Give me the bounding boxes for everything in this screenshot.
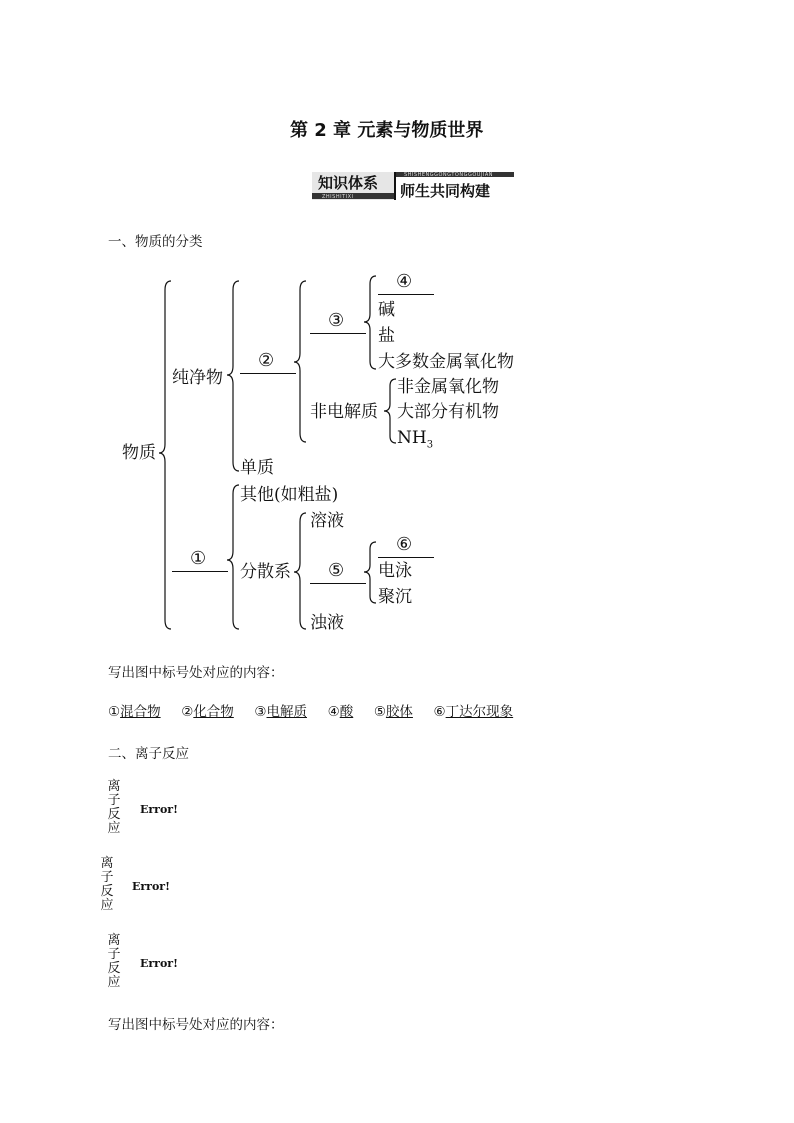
ionic-reaction-label-2: 离子反应	[100, 856, 114, 913]
answer-item: ⑥丁达尔现象	[433, 704, 514, 720]
node-salt: 盐	[378, 326, 395, 346]
node-solution: 溶液	[310, 511, 344, 531]
brace-mixture	[227, 485, 239, 629]
brace-dispersion	[294, 513, 306, 629]
brace-pure	[227, 281, 239, 471]
error-text-3: Error!	[140, 957, 178, 970]
blank-5: ⑤	[328, 560, 345, 581]
banner-right-title: 师生共同构建	[400, 182, 491, 200]
node-coagulation: 聚沉	[378, 587, 412, 607]
error-text-2: Error!	[132, 880, 170, 893]
node-ammonia: $NH_3$	[397, 428, 434, 451]
blank-4: ④	[396, 271, 413, 292]
answer-item: ④酸	[327, 704, 354, 720]
section-heading-classification: 一、物质的分类	[108, 234, 203, 250]
blank-1-line	[172, 571, 228, 572]
ionic-reaction-label-3: 离子反应	[107, 933, 121, 990]
error-text-1: Error!	[140, 803, 178, 816]
banner-right-subtitle: SHISHENGGONGTONGGOUJIAN	[404, 172, 494, 178]
node-other: 其他(如粗盐)	[240, 485, 339, 505]
section-heading-ionic-reaction: 二、离子反应	[108, 746, 189, 762]
node-non-electrolyte: 非电解质	[310, 402, 378, 422]
banner-left-title: 知识体系	[318, 174, 379, 192]
blank-3: ③	[328, 310, 345, 331]
brace-compound	[294, 281, 306, 442]
blank-5-line	[310, 583, 366, 584]
brace-non-electrolyte	[384, 379, 396, 443]
node-metal-oxide: 大多数金属氧化物	[378, 352, 514, 372]
page-title: 第 2 章 元素与物质世界	[290, 120, 484, 141]
blank-3-line	[310, 333, 366, 334]
node-pure-substance: 纯净物	[172, 368, 223, 388]
node-electrophoresis: 电泳	[378, 561, 412, 581]
blank-2-line	[240, 373, 296, 374]
blank-6-line	[378, 557, 434, 558]
brace-root	[159, 281, 171, 629]
node-turbid-liquid: 浊液	[310, 613, 344, 633]
node-matter: 物质	[122, 443, 156, 463]
node-dispersion: 分散系	[240, 562, 291, 582]
prompt-fill-blanks-1: 写出图中标号处对应的内容：	[108, 665, 284, 681]
banner-left-subtitle: ZHISHITIXI	[322, 194, 354, 200]
answers-line	[108, 700, 513, 720]
node-element: 单质	[240, 458, 274, 478]
blank-4-line	[378, 294, 434, 295]
blank-1: ①	[190, 548, 207, 569]
node-nonmetal-oxide: 非金属氧化物	[397, 377, 499, 397]
node-base: 碱	[378, 300, 395, 320]
brace-colloid	[364, 542, 376, 603]
ionic-reaction-label-1: 离子反应	[107, 779, 121, 836]
answer-item: ⑤胶体	[373, 704, 413, 720]
prompt-fill-blanks-2: 写出图中标号处对应的内容：	[108, 1017, 284, 1033]
blank-6: ⑥	[396, 534, 413, 555]
answer-item: ③电解质	[254, 704, 308, 720]
blank-2: ②	[258, 350, 275, 371]
node-organic: 大部分有机物	[397, 402, 499, 422]
brace-electrolyte	[364, 276, 376, 369]
answer-item: ②化合物	[181, 704, 234, 720]
answer-item: ①混合物	[108, 704, 161, 720]
